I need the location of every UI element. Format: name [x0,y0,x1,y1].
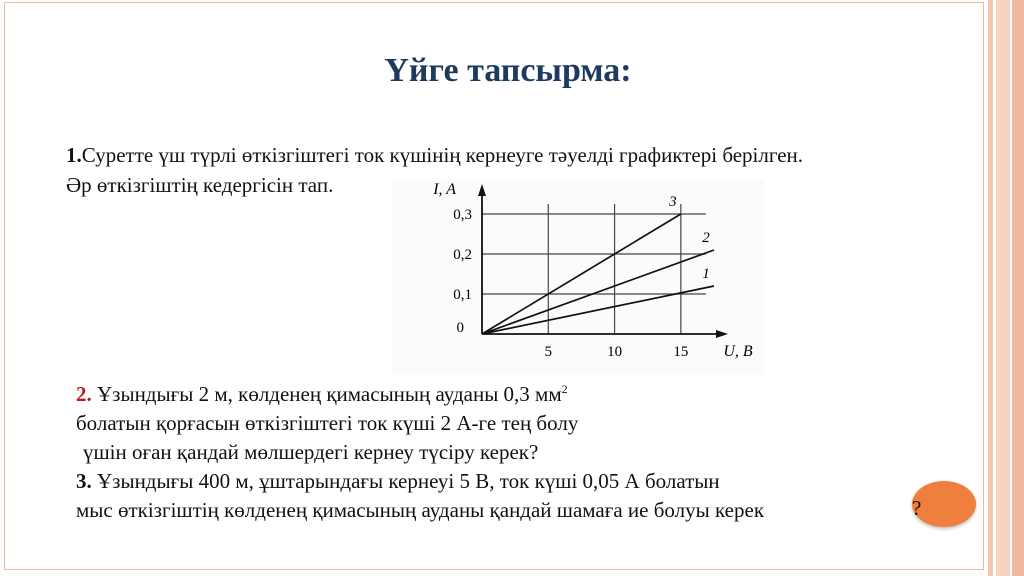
series-label-3: 3 [669,194,677,210]
orange-circle-button[interactable] [912,481,976,527]
task-2-line-1 [76,375,764,409]
x-tick-label: 15 [673,344,689,360]
origin-label: 0 [456,320,464,336]
task-2-superscript: 2 [561,382,568,396]
question-mark: ? [912,496,922,520]
task-2-line-2: болатын қорғасын өткізгіштегі ток күші 2 А-ге тең болу [76,411,579,435]
x-tick-label: 10 [607,344,623,360]
x-tick-label: 5 [544,344,553,360]
task-2-text-1: Ұзындығы 2 м, көлденең қимасының ауданы 0,3 мм [91,382,562,406]
x-axis-arrow [716,330,728,338]
tasks-2-3 [76,375,764,525]
current-voltage-chart [392,180,764,374]
series-label-1: 1 [702,266,710,282]
y-axis-arrow [478,184,486,196]
task-3-line-2: мыс өткізгіштің көлденең қимасының ауданы қандай шамаға ие болуы керек [76,498,765,522]
series-line-1 [482,286,714,334]
y-axis-label: I, A [433,181,456,198]
task-3-number: 3. [76,469,92,493]
x-axis-label: U, B [723,343,753,360]
slide-title: Үйге тапсырма: [384,52,632,89]
task-1-line-2: Әр өткізгіштің кедергісін тап. [66,173,334,197]
task-2-number: 2. [76,382,92,406]
task-3-text-1: Ұзындығы 400 м, ұштарындағы кернеуі 5 В, ток күші 0,05 А болатын [91,469,720,493]
task-3-line-1 [76,467,764,496]
task-2-line-3: үшін оған қандай мөлшердегі кернеу түсіру керек? [83,440,539,464]
series-label-2: 2 [702,230,710,246]
task-1-line-1: Суретте үш түрлі өткізгіштегі ток күшінің кернеуге тәуелді графиктері берілген. [81,143,804,167]
y-tick-label: 0,3 [453,207,472,223]
series-line-2 [482,250,714,334]
task-1-number: 1. [66,143,82,167]
y-tick-label: 0,2 [453,247,472,263]
chart-figure [392,180,764,374]
y-tick-label: 0,1 [453,287,472,303]
series-line-3 [482,214,681,334]
